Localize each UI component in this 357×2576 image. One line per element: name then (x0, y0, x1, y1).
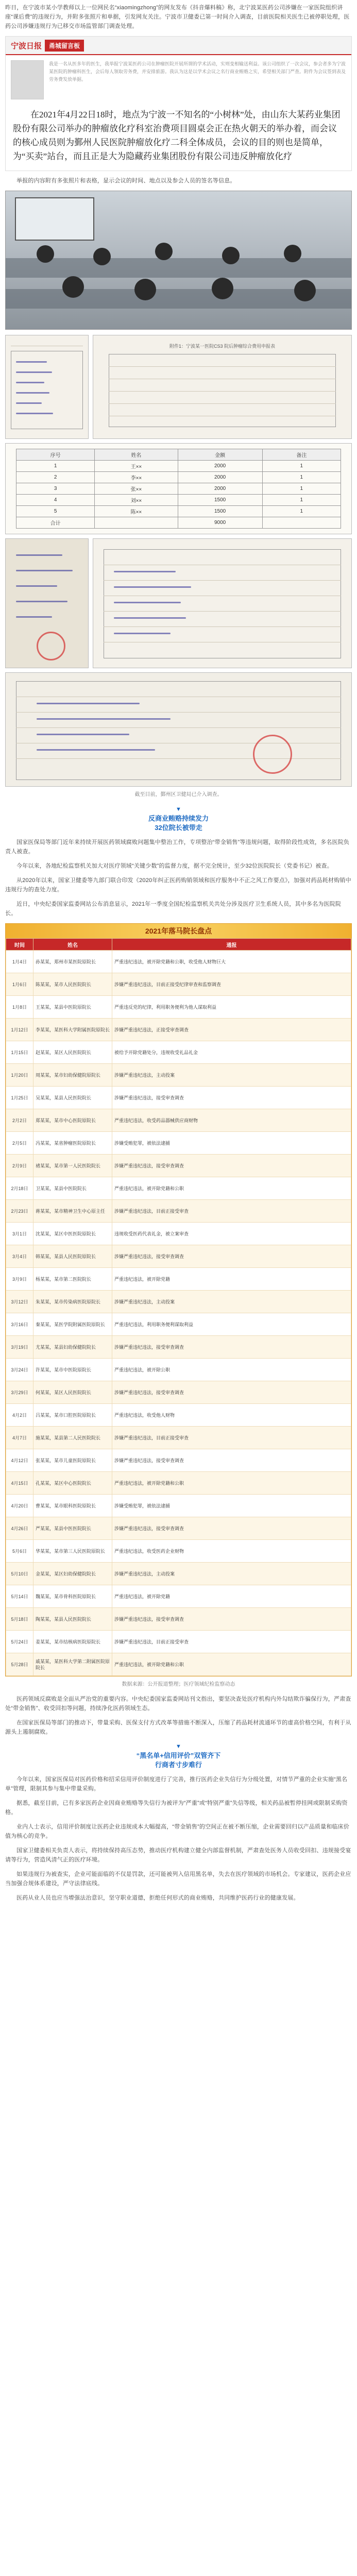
event-date: 5月18日 (6, 1608, 33, 1631)
intro-paragraph: 昨日，在宁波市某小学教师以上一位网民名“xiaomingzhong”的网友发布《抖音爆料稿》称，北宁波某医药公司涉嫌在一家医院组织讲座“课后费”的违规行为，并附多张照片和单据，引发网友关注。宁波市卫健委已第一时间介入调查，目前医院相关医生已被停职处理，医药公司涉嫌违规行为已移交市场监管部门调查处理。 (5, 5, 350, 29)
event-date: 2月5日 (6, 1132, 33, 1155)
paragraph: 从2020年以来，国家卫健委等九部门联合印发《2020年纠正医药购销领域和医疗服务中不正之风工作要点》，加强对药品耗材购销中违规行为的查处力度。 (5, 877, 351, 893)
table-row (6, 1495, 351, 1517)
list-scan (5, 672, 352, 787)
event-description: 严重违纪违法，利用职务便利谋取利益 (112, 1313, 351, 1336)
event-person: 金某某，某区妇幼保健院院长 (33, 1563, 112, 1585)
event-date: 4月15日 (6, 1472, 33, 1495)
event-person: 姜某某，某市结核病医院原院长 (33, 1631, 112, 1653)
events-table-card (5, 923, 352, 1676)
event-description: 涉嫌严重违纪违法，目前正接受纪律审查和监察调查 (112, 973, 351, 996)
table-cell: 9000 (178, 517, 262, 529)
event-description: 涉嫌严重违纪违法，接受审查调查 (112, 1381, 351, 1404)
chevron-down-icon: ▼ (176, 806, 181, 812)
event-description: 涉嫌严重违纪违法，接受审查调查 (112, 1336, 351, 1359)
table-cell: 1500 (178, 506, 262, 517)
news-post (6, 55, 351, 105)
news-screenshot (5, 36, 352, 171)
table-row (6, 1585, 351, 1608)
table-row (6, 1291, 351, 1313)
table-row (6, 1268, 351, 1291)
event-description: 严重违纪违法，被开除公职 (112, 1359, 351, 1381)
table-row (6, 951, 351, 973)
table-cell: 2000 (178, 461, 262, 472)
event-date: 3月19日 (6, 1336, 33, 1359)
event-date: 2月2日 (6, 1109, 33, 1132)
table-row (6, 1109, 351, 1132)
table-row (6, 1064, 351, 1087)
event-person: 孔某某，某区中心医院院长 (33, 1472, 112, 1495)
news-channel: 甬城留言板 (45, 40, 84, 52)
event-person: 褚某某，某市第一人民医院院长 (33, 1155, 112, 1177)
table-row (6, 1517, 351, 1540)
events-caption: 数据来源：公开报道整理；医疗领域纪检监察动态 (122, 1682, 235, 1687)
table-row (6, 973, 351, 996)
news-header (6, 37, 351, 55)
section-title-text: “黑名单+信用评价”双管齐下 行商者寸步难行 (136, 1752, 221, 1769)
table-cell: 1 (262, 483, 341, 495)
event-date: 1月8日 (6, 996, 33, 1019)
fee-table-header: 序号 (16, 449, 95, 461)
table-cell: 4 (16, 495, 95, 506)
table-row (6, 996, 351, 1019)
event-description: 涉嫌严重违纪违法，接受审查调查 (112, 1087, 351, 1109)
event-description: 严重违纪违法，被开除党籍和公职，收受他人财物巨大 (112, 951, 351, 973)
event-date: 5月10日 (6, 1563, 33, 1585)
event-description: 严重违纪违法，收受他人财物 (112, 1404, 351, 1427)
event-person: 蒋某某，某市精神卫生中心原主任 (33, 1200, 112, 1223)
table-cell: 1500 (178, 495, 262, 506)
event-date: 5月28日 (6, 1653, 33, 1676)
table-row (6, 1313, 351, 1336)
event-person: 许某某，某市中医院原院长 (33, 1359, 112, 1381)
event-date: 4月26日 (6, 1517, 33, 1540)
event-person: 沈某某，某区中医医院原院长 (33, 1223, 112, 1245)
section-title-1 (5, 805, 352, 833)
event-date: 4月2日 (6, 1404, 33, 1427)
event-date: 3月16日 (6, 1313, 33, 1336)
event-description: 涉嫌严重违纪违法，目前正接受审查 (112, 1200, 351, 1223)
section-title-2 (5, 1742, 352, 1770)
table-cell (262, 517, 341, 529)
table-cell: 2000 (178, 483, 262, 495)
event-person: 华某某，某市第三人民医院原院长 (33, 1540, 112, 1563)
event-person: 韩某某，某县人民医院原院长 (33, 1245, 112, 1268)
news-post-text: 我是一名从医多年的医生，我举报宁波某医药公司在肿瘤医院开展所谓的学术活动，实则变相输送利益。该公司组织了一次会议，参会者多为宁波某医院的肿瘤科医生，会后每人领取劳务费，并安排旅游。我认为这是以学术会议之名行商业贿赂之实，希望相关部门严查。附件为会议签到表及劳务费发放单据。 (49, 61, 346, 82)
paragraph: 如果违规行为被查实，企业可能面临的不仅是罚款，还可能被列入信用黑名单，失去在医疗领域的市场机会。专家建议，医药企业应当加强合规体系建设，严守法律底线。 (5, 1871, 351, 1887)
event-description: 严重违纪违法，收受医药企业财物 (112, 1540, 351, 1563)
table-row (6, 1449, 351, 1472)
event-date: 4月12日 (6, 1449, 33, 1472)
table-row (6, 1540, 351, 1563)
event-description: 严重违纪违法，被开除党籍 (112, 1585, 351, 1608)
event-date: 2月18日 (6, 1177, 33, 1200)
table-row (6, 1200, 351, 1223)
event-date: 1月20日 (6, 1064, 33, 1087)
event-person: 施某某，某县第二人民医院院长 (33, 1427, 112, 1449)
table-row (6, 1245, 351, 1268)
fee-form-title: 附件1：宁波某一医院CS3 院后肿瘤综合费用申报表 (169, 344, 275, 349)
event-person: 何某某，某区人民医院院长 (33, 1381, 112, 1404)
table-row (6, 1155, 351, 1177)
paragraph: 业内人士表示，信用评价制度让医药企业违规成本大幅提高，“带金销售”的空间正在被不断压缩，企业需要回归以产品质量和临床价值为核心的竞争。 (5, 1824, 350, 1839)
table-row (6, 1177, 351, 1200)
paragraph: 近日，中央纪委国家监委网站公布消息显示，2021年一季度全国纪检监察机关共处分涉及医疗卫生系统人员，其中多名为医院院长。 (5, 901, 342, 917)
table-row (6, 1223, 351, 1245)
event-person: 冯某某，某省肿瘤医院原院长 (33, 1132, 112, 1155)
event-date: 2月9日 (6, 1155, 33, 1177)
table-row (6, 1404, 351, 1427)
table-cell: 陈×× (95, 506, 178, 517)
news-highlight-text: 在2021年4月22日18时，地点为宁波一不知名的“小树林”处，由山东大某药业集团股份有限公司举办的肿瘤放化疗科室治费项目圆桌会正在热火朝天的举办着，而会议的核心成员则为鄞州人民医院肿瘤放化疗二科全体成员，会议的目的则也是简单，为“买卖”站台，而且正是大为隐藏药业集团股份有限公司违反肿瘤放化疗 (6, 105, 351, 171)
table-cell: 合计 (16, 517, 95, 529)
event-date: 1月6日 (6, 973, 33, 996)
event-date: 3月4日 (6, 1245, 33, 1268)
fee-table (16, 449, 341, 529)
table-row (16, 495, 341, 506)
event-description: 被给予开除党籍处分，违规收受礼品礼金 (112, 1041, 351, 1064)
table-row (16, 517, 341, 529)
fee-table-scan (5, 443, 352, 534)
event-person: 孙某某，郑州市某医院原院长 (33, 951, 112, 973)
table-row (6, 1472, 351, 1495)
event-person: 秦某某，某医学院附属医院原院长 (33, 1313, 112, 1336)
event-person: 戚某某，某医科大学第二附属医院原院长 (33, 1653, 112, 1676)
image-caption: 截至目前，鄞州区卫健局已介入调查。 (134, 792, 223, 798)
event-person: 周某某，某市妇幼保健院原院长 (33, 1064, 112, 1087)
table-row (6, 1041, 351, 1064)
document-scans (5, 335, 352, 439)
events-table-body (6, 951, 351, 1676)
avatar (11, 60, 44, 99)
paragraph: 在国家医保局等部门的推动下，带量采购、医保支付方式改革等措施不断深入，压缩了药品耗材流通环节的虚高价格空间，有利于从源头上遏制腐败。 (5, 1720, 351, 1735)
event-description: 涉嫌严重违纪违法，主动投案 (112, 1291, 351, 1313)
event-description: 严重违纪违法，被开除党籍 (112, 1268, 351, 1291)
fee-form-scan (93, 335, 352, 439)
receipt-scan (5, 538, 89, 668)
event-date: 5月24日 (6, 1631, 33, 1653)
event-date: 5月6日 (6, 1540, 33, 1563)
sign-in-sheet-scan (5, 335, 89, 439)
event-date: 3月1日 (6, 1223, 33, 1245)
table-cell: 2 (16, 472, 95, 483)
event-person: 卫某某，某县中医院院长 (33, 1177, 112, 1200)
table-cell: 2000 (178, 472, 262, 483)
table-row (6, 1336, 351, 1359)
table-row (6, 1563, 351, 1585)
table-cell: 张×× (95, 483, 178, 495)
table-cell: 王×× (95, 461, 178, 472)
events-table (6, 938, 351, 1676)
table-cell (95, 517, 178, 529)
paragraph: 国家卫健委相关负责人表示，将持续保持高压态势，推动医疗机构建立健全内部监督机制，严肃查处医务人员收受回扣、违规接受宴请等行为，营造风清气正的医疗环境。 (5, 1848, 351, 1863)
event-person: 曹某某，某市眼科医院原院长 (33, 1495, 112, 1517)
event-person: 李某某，某医科大学附属医院原院长 (33, 1019, 112, 1041)
event-description: 违规收受医药代表礼金，被立案审查 (112, 1223, 351, 1245)
event-description: 涉嫌严重违纪违法，目前正接受审查 (112, 1631, 351, 1653)
event-date: 3月9日 (6, 1268, 33, 1291)
document-scans-2 (5, 538, 352, 668)
table-row (6, 1608, 351, 1631)
article (5, 0, 352, 1928)
event-person: 朱某某，某市传染病医院原院长 (33, 1291, 112, 1313)
event-date: 3月12日 (6, 1291, 33, 1313)
fee-table-header: 备注 (262, 449, 341, 461)
event-date: 3月29日 (6, 1381, 33, 1404)
event-description: 严重违纪违法，被开除党籍和公职 (112, 1472, 351, 1495)
fee-table-header: 金额 (178, 449, 262, 461)
table-row (16, 472, 341, 483)
table-row (6, 1359, 351, 1381)
table-cell: 5 (16, 506, 95, 517)
event-description: 涉嫌严重违纪违法，接受审查调查 (112, 1245, 351, 1268)
event-person: 严某某，某县中医医院院长 (33, 1517, 112, 1540)
event-person: 张某某，某市儿童医院原院长 (33, 1449, 112, 1472)
paragraph: 举报的内容附有多张照片和表格，显示会议的时间、地点以及参会人员的签名等信息。 (16, 178, 236, 184)
event-person: 赵某某，某区人民医院院长 (33, 1041, 112, 1064)
events-col-header: 姓名 (33, 939, 112, 951)
paragraph: 国家医保局等部门近年来持续开展医药领域腐败问题集中整治工作，专项整治“带金销售”等违规问题，取得阶段性成效，多名医院负责人被查。 (5, 839, 350, 855)
fee-table-header: 姓名 (95, 449, 178, 461)
event-description: 涉嫌严重违纪违法，接受审查调查 (112, 1608, 351, 1631)
event-description: 涉嫌严重违纪违法，主动投案 (112, 1563, 351, 1585)
table-cell: 1 (262, 461, 341, 472)
event-person: 杨某某，某市第二医院院长 (33, 1268, 112, 1291)
table-row (6, 1132, 351, 1155)
paragraph: 医药领域反腐败是全面从严治党的重要内容。中央纪委国家监委网站刊文指出，要坚决查处医疗机构内外勾结欺诈骗保行为，严肃查处“带金销售”、收受回扣等问题，持续净化医药领域生态。 (5, 1696, 351, 1711)
table-row (6, 1427, 351, 1449)
table-cell: 1 (262, 472, 341, 483)
event-person: 陶某某，某县人民医院院长 (33, 1608, 112, 1631)
paragraph: 医药从业人员也应当增强法治意识，坚守职业道德，拒绝任何形式的商业贿赂，共同维护医药行业的健康发展。 (16, 1895, 299, 1901)
table-row (16, 461, 341, 472)
event-description: 严重违纪违法，收受药品器械供应商财物 (112, 1109, 351, 1132)
event-date: 1月25日 (6, 1087, 33, 1109)
event-person: 尤某某，某县妇幼保健院院长 (33, 1336, 112, 1359)
event-description: 涉嫌受贿犯罪，被依法逮捕 (112, 1132, 351, 1155)
table-row (6, 1087, 351, 1109)
event-description: 涉嫌严重违纪违法，接受审查调查 (112, 1155, 351, 1177)
event-description: 涉嫌严重违纪违法，接受审查调查 (112, 1517, 351, 1540)
table-cell: 3 (16, 483, 95, 495)
paragraph: 今年以来，国家医保局对医药价格和招采信用评价制度进行了完善，推行医药企业失信行为分级处置，对情节严重的企业实施“黑名单”管理，限制其参与集中带量采购。 (5, 1776, 348, 1792)
table-cell: 1 (262, 495, 341, 506)
event-date: 4月20日 (6, 1495, 33, 1517)
event-date: 1月12日 (6, 1019, 33, 1041)
table-row (6, 1019, 351, 1041)
event-person: 魏某某，某市骨科医院原院长 (33, 1585, 112, 1608)
table-row (6, 1381, 351, 1404)
paragraph: 今年以来，各地纪检监察机关加大对医疗领域“关键少数”的监督力度，据不完全统计，至少32位医院院长（党委书记）被查。 (16, 863, 333, 869)
event-person: 陈某某，某市人民医院院长 (33, 973, 112, 996)
table-row (16, 506, 341, 517)
table-cell: 刘×× (95, 495, 178, 506)
table-row (6, 1631, 351, 1653)
table-cell: 1 (16, 461, 95, 472)
event-person: 王某某，某县中医院原院长 (33, 996, 112, 1019)
table-row (6, 1653, 351, 1676)
event-date: 3月24日 (6, 1359, 33, 1381)
event-person: 郑某某，某市中心医院原院长 (33, 1109, 112, 1132)
table-cell: 1 (262, 506, 341, 517)
event-person: 吕某某，某市口腔医院原院长 (33, 1404, 112, 1427)
event-description: 涉嫌严重违纪违法，接受审查调查 (112, 1449, 351, 1472)
meeting-photo (5, 191, 352, 330)
event-date: 1月4日 (6, 951, 33, 973)
events-col-header: 通报 (112, 939, 351, 951)
news-logo: 宁波日报 (11, 41, 42, 50)
event-description: 涉嫌严重违纪违法，目前正接受审查 (112, 1427, 351, 1449)
event-description: 严重违纪违法，被开除党籍和公职 (112, 1177, 351, 1200)
event-description: 严重违纪违法，被开除党籍和公职 (112, 1653, 351, 1676)
event-description: 严重违反党的纪律，利用职务便利为他人谋取利益 (112, 996, 351, 1019)
events-table-title: 2021年落马院长盘点 (6, 924, 351, 938)
chevron-down-icon: ▼ (176, 1743, 181, 1750)
event-description: 涉嫌严重违纪违法，正接受审查调查 (112, 1019, 351, 1041)
event-date: 2月23日 (6, 1200, 33, 1223)
events-col-header: 时间 (6, 939, 33, 951)
event-date: 1月15日 (6, 1041, 33, 1064)
event-date: 5月14日 (6, 1585, 33, 1608)
table-row (16, 483, 341, 495)
event-date: 4月7日 (6, 1427, 33, 1449)
section-title-text: 反商业贿赂持续发力 32位院长被带走 (148, 815, 209, 832)
table-cell: 李×× (95, 472, 178, 483)
paragraph: 据悉，截至目前，已有多家医药企业因商业贿赂等失信行为被评为“严重”或“特别严重”失信等级，相关药品被暂停挂网或限制采购资格。 (5, 1800, 348, 1816)
event-person: 吴某某，某县人民医院院长 (33, 1087, 112, 1109)
event-description: 涉嫌严重违纪违法，主动投案 (112, 1064, 351, 1087)
payment-sheet-scan (93, 538, 352, 668)
event-description: 涉嫌受贿犯罪，被依法逮捕 (112, 1495, 351, 1517)
